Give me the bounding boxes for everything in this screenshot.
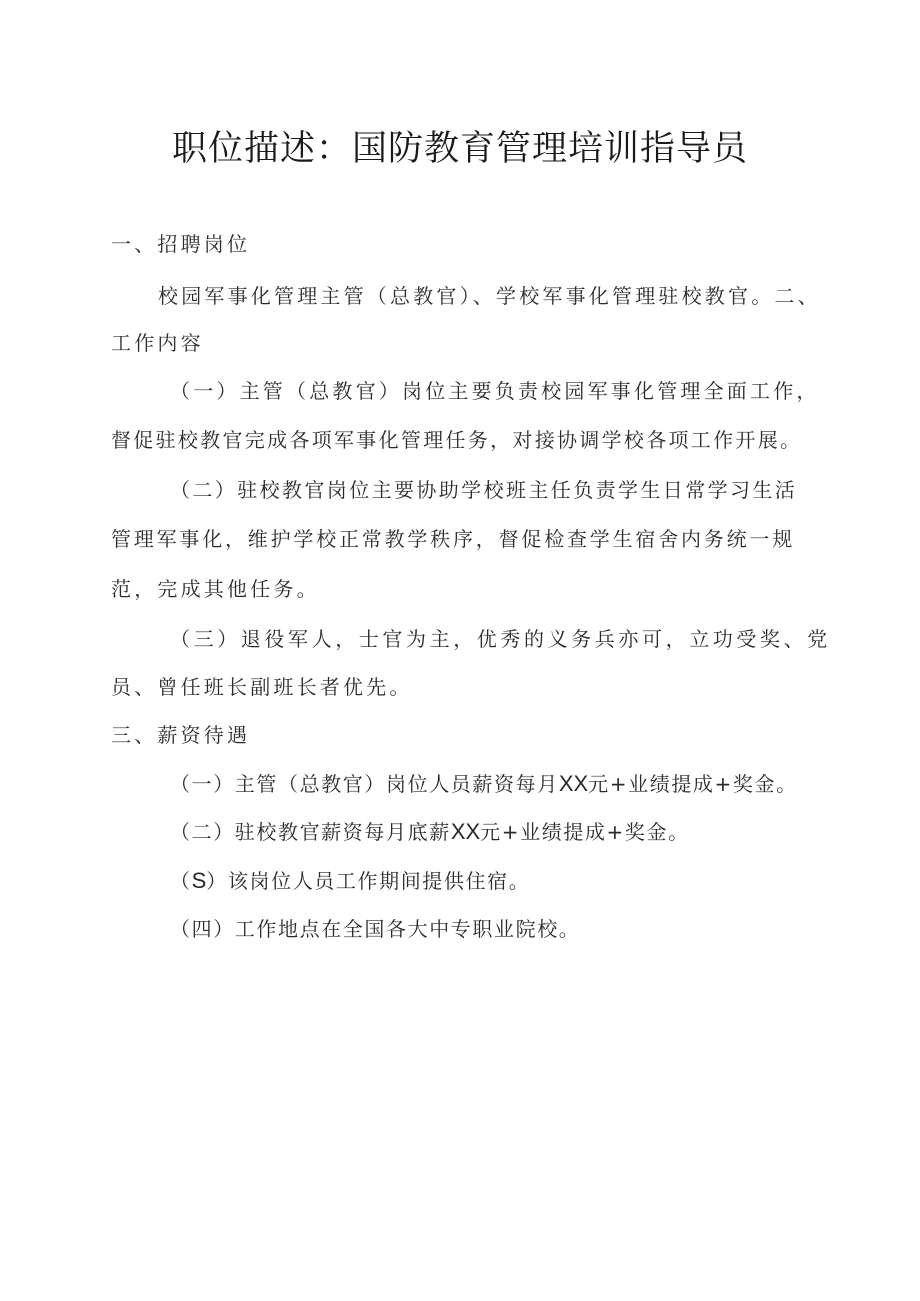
recruitment-paragraph-line-1: 校园军事化管理主管（总教官）、学校军事化管理驻校教官。二、 xyxy=(158,284,821,308)
salary-item-1-text: （一）主管（总教官）岗位人员薪资每月 xyxy=(170,772,559,796)
duty-item-3-line-2: 员、曾任班长副班长者优先。 xyxy=(111,675,413,699)
salary-item-1 xyxy=(170,769,798,799)
salary-item-1-amount: XX xyxy=(558,771,589,796)
salary-item-3-letter: S xyxy=(191,868,207,893)
salary-item-1-suffix: 元+业绩提成+奖金。 xyxy=(588,772,798,796)
salary-item-2-text: （二）驻校教官薪资每月底薪 xyxy=(170,820,451,844)
duty-item-3-line-1: （三）退役军人，士官为主，优秀的义务兵亦可，立功受奖、党 xyxy=(170,627,831,651)
duty-item-1-line-1: （一）主管（总教官）岗位主要负责校园军事化管理全面工作， xyxy=(170,379,820,403)
salary-item-2-suffix: 元+业绩提成+奖金。 xyxy=(480,820,690,844)
document-title: 职位描述：国防教育管理培训指导员 xyxy=(171,129,748,169)
salary-item-2 xyxy=(170,817,690,847)
section-heading-salary: 三、薪资待遇 xyxy=(111,723,251,747)
recruitment-paragraph-line-2: 工作内容 xyxy=(111,331,204,355)
duty-item-2-line-3: 范，完成其他任务。 xyxy=(111,577,320,601)
salary-item-3-open: （ xyxy=(170,869,192,893)
duty-item-1-line-2: 督促驻校教官完成各项军事化管理任务，对接协调学校各项工作开展。 xyxy=(111,428,803,452)
salary-item-4: （四）工作地点在全国各大中专职业院校。 xyxy=(170,917,581,941)
duty-item-2-line-1: （二）驻校教官岗位主要协助学校班主任负责学生日常学习生活 xyxy=(170,478,798,502)
salary-item-3-text: ）该岗位人员工作期间提供住宿。 xyxy=(206,869,531,893)
salary-item-3 xyxy=(170,866,530,896)
section-heading-recruitment: 一、招聘岗位 xyxy=(111,232,251,256)
salary-item-2-amount: XX xyxy=(450,819,481,844)
duty-item-2-line-2: 管理军事化，维护学校正常教学秩序，督促检查学生宿舍内务统一规 xyxy=(111,527,795,551)
